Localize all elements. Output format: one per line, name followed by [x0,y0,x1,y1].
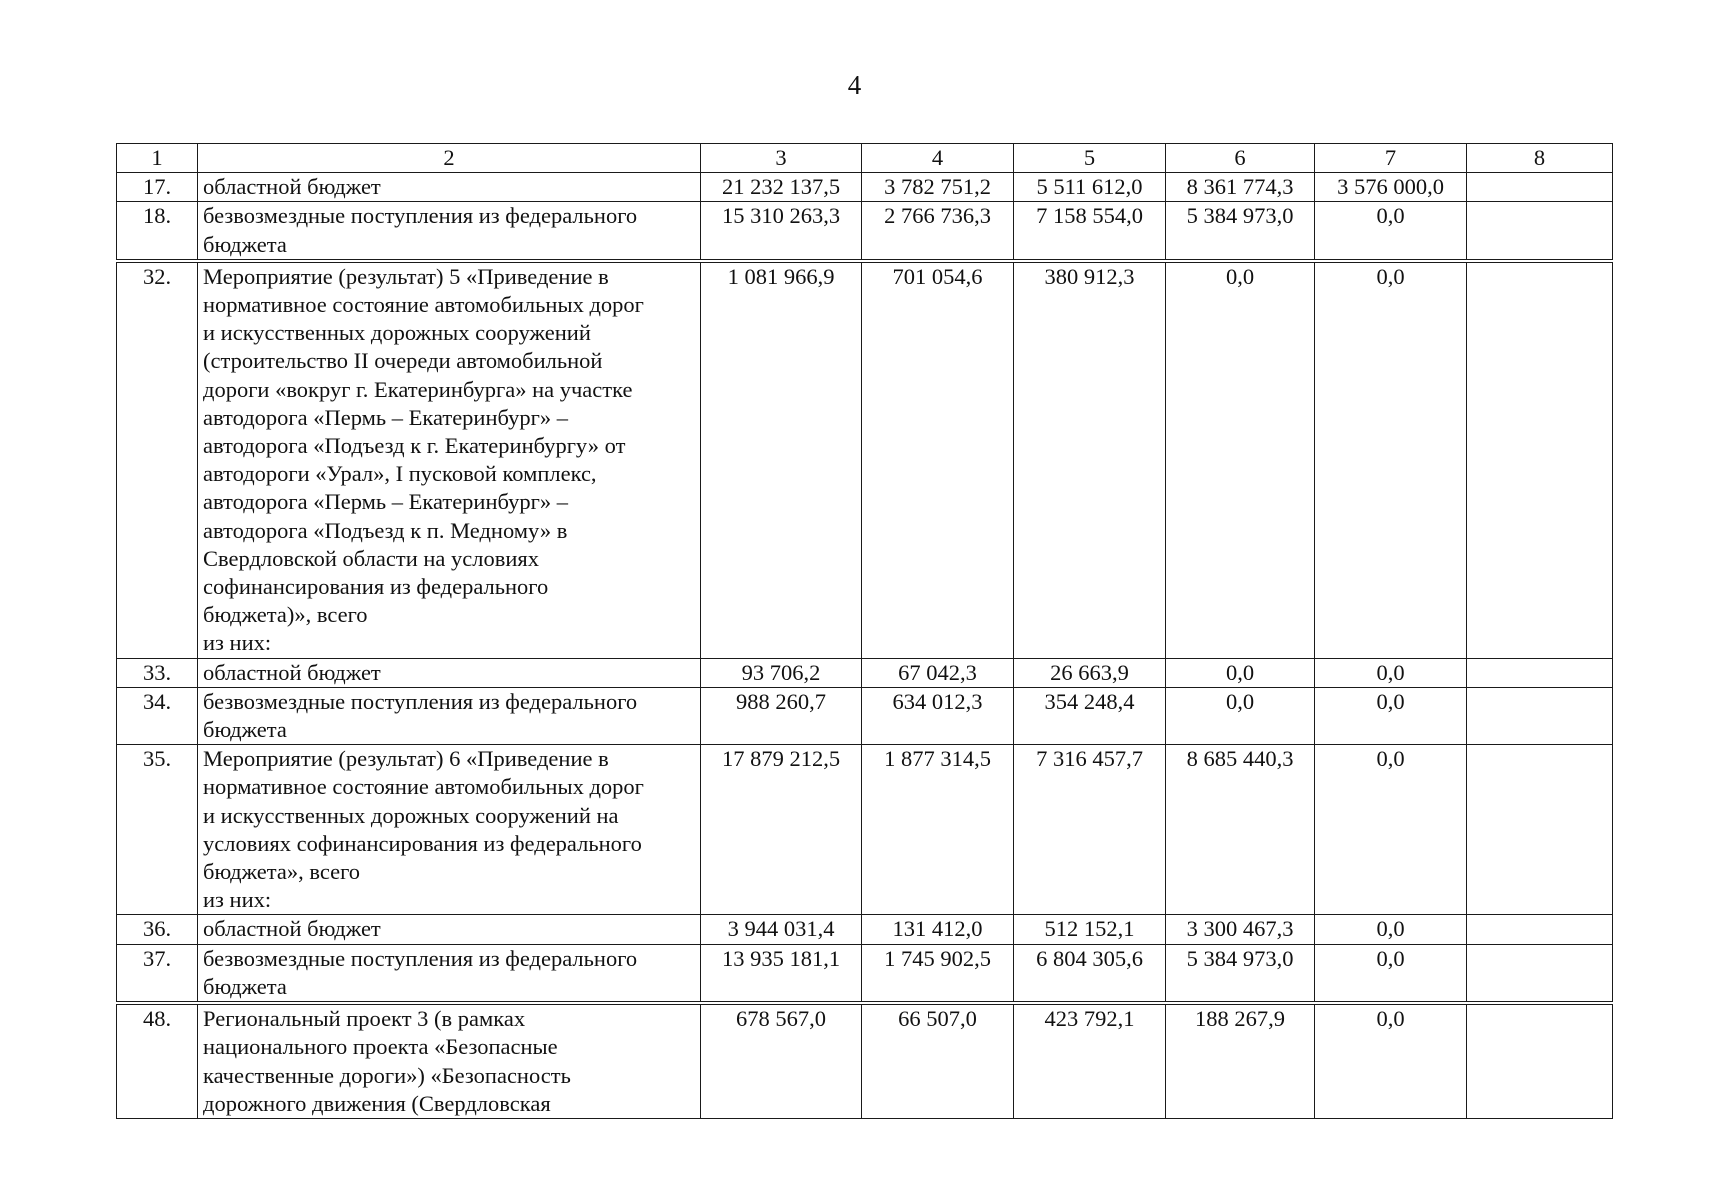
value-col-3: 3 944 031,4 [701,915,862,944]
value-col-5: 26 663,9 [1014,658,1166,687]
value-col-4: 1 877 314,5 [862,745,1014,915]
value-col-3: 21 232 137,5 [701,173,862,202]
value-col-5: 5 511 612,0 [1014,173,1166,202]
value-col-6: 3 300 467,3 [1166,915,1315,944]
row-number: 18. [117,202,198,261]
value-col-8 [1467,261,1613,658]
value-col-4: 67 042,3 [862,658,1014,687]
value-col-3: 15 310 263,3 [701,202,862,261]
column-header: 3 [701,144,862,173]
value-col-7: 0,0 [1315,687,1467,744]
column-header: 1 [117,144,198,173]
row-description: Мероприятие (результат) 6 «Приведение в нормативное состояние автомобильных дорог и искусственных дорожных сооружений на условиях софинансирования из федерального бюджета», всего из них: [198,745,701,915]
value-col-6: 8 685 440,3 [1166,745,1315,915]
column-number-row [117,144,1613,173]
row-description: Мероприятие (результат) 5 «Приведение в нормативное состояние автомобильных дорог и искусственных дорожных сооружений (строительство II очереди автомобильной дороги «вокруг г. Екатеринбурга» на участке автодорога «Пермь – Екатеринбург» – автодорога «Подъезд к г. Екатеринбургу» от автодороги «Урал», I пусковой комплекс, автодорога «Пермь – Екатеринбург» – автодорога «Подъезд к п. Медному» в Свердловской области на условиях софинансирования из федерального бюджета)», всего из них: [198,261,701,658]
table-row [117,658,1613,687]
row-description: областной бюджет [198,173,701,202]
value-col-8 [1467,173,1613,202]
value-col-6: 8 361 774,3 [1166,173,1315,202]
value-col-6: 5 384 973,0 [1166,944,1315,1003]
table-row [117,261,1613,658]
budget-table [116,143,1613,1119]
row-number: 37. [117,944,198,1003]
column-header: 6 [1166,144,1315,173]
table-row [117,687,1613,744]
value-col-4: 701 054,6 [862,261,1014,658]
value-col-3: 1 081 966,9 [701,261,862,658]
row-description: Региональный проект 3 (в рамках национального проекта «Безопасные качественные дороги») «Безопасность дорожного движения (Свердловская [198,1003,701,1118]
page-number: 4 [847,70,862,100]
value-col-4: 634 012,3 [862,687,1014,744]
value-col-7: 0,0 [1315,915,1467,944]
value-col-3: 988 260,7 [701,687,862,744]
value-col-8 [1467,658,1613,687]
value-col-7: 0,0 [1315,944,1467,1003]
value-col-7: 0,0 [1315,745,1467,915]
row-description: безвозмездные поступления из федерального бюджета [198,687,701,744]
value-col-5: 6 804 305,6 [1014,944,1166,1003]
column-header: 5 [1014,144,1166,173]
value-col-3: 93 706,2 [701,658,862,687]
table-row [117,173,1613,202]
table-row [117,915,1613,944]
row-description: безвозмездные поступления из федерального бюджета [198,944,701,1003]
column-header: 2 [198,144,701,173]
row-description: областной бюджет [198,915,701,944]
value-col-7: 0,0 [1315,658,1467,687]
row-number: 32. [117,261,198,658]
value-col-6: 188 267,9 [1166,1003,1315,1118]
value-col-4: 131 412,0 [862,915,1014,944]
value-col-8 [1467,202,1613,261]
value-col-7: 0,0 [1315,202,1467,261]
column-header: 7 [1315,144,1467,173]
value-col-4: 2 766 736,3 [862,202,1014,261]
value-col-8 [1467,1003,1613,1118]
value-col-3: 678 567,0 [701,1003,862,1118]
row-number: 17. [117,173,198,202]
value-col-6: 0,0 [1166,261,1315,658]
row-number: 33. [117,658,198,687]
value-col-5: 423 792,1 [1014,1003,1166,1118]
value-col-6: 0,0 [1166,658,1315,687]
value-col-8 [1467,687,1613,744]
value-col-6: 5 384 973,0 [1166,202,1315,261]
value-col-8 [1467,944,1613,1003]
value-col-5: 7 158 554,0 [1014,202,1166,261]
row-number: 34. [117,687,198,744]
value-col-5: 7 316 457,7 [1014,745,1166,915]
table-row [117,1003,1613,1118]
row-description: безвозмездные поступления из федерального бюджета [198,202,701,261]
table-row [117,745,1613,915]
value-col-5: 512 152,1 [1014,915,1166,944]
row-number: 36. [117,915,198,944]
row-description: областной бюджет [198,658,701,687]
value-col-5: 380 912,3 [1014,261,1166,658]
value-col-4: 66 507,0 [862,1003,1014,1118]
value-col-3: 17 879 212,5 [701,745,862,915]
table-row [117,944,1613,1003]
value-col-5: 354 248,4 [1014,687,1166,744]
column-header: 8 [1467,144,1613,173]
value-col-4: 1 745 902,5 [862,944,1014,1003]
table-row [117,202,1613,261]
value-col-4: 3 782 751,2 [862,173,1014,202]
value-col-7: 0,0 [1315,1003,1467,1118]
row-number: 35. [117,745,198,915]
value-col-6: 0,0 [1166,687,1315,744]
value-col-8 [1467,915,1613,944]
value-col-7: 3 576 000,0 [1315,173,1467,202]
row-number: 48. [117,1003,198,1118]
column-header: 4 [862,144,1014,173]
value-col-8 [1467,745,1613,915]
value-col-7: 0,0 [1315,261,1467,658]
value-col-3: 13 935 181,1 [701,944,862,1003]
